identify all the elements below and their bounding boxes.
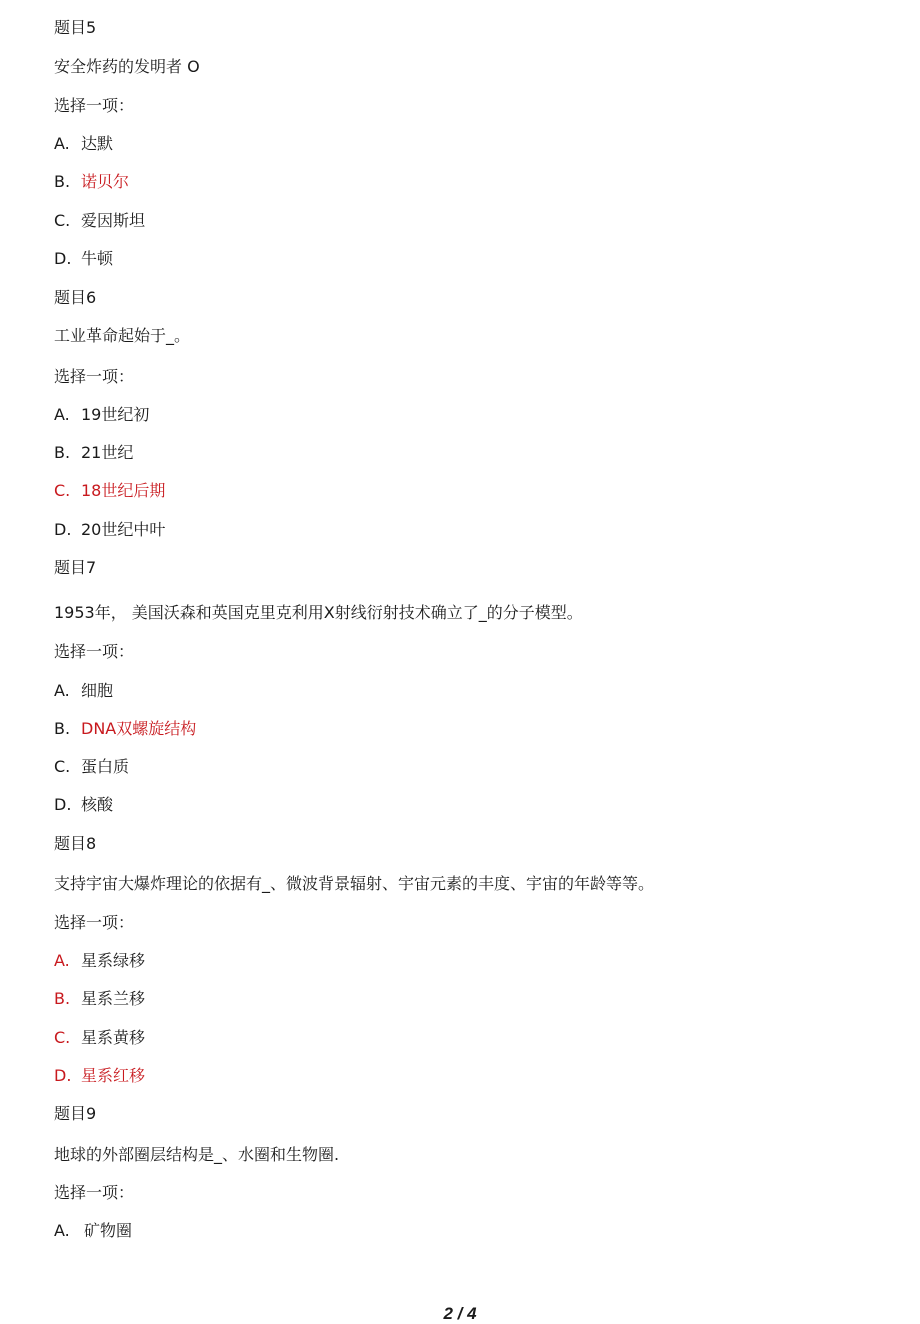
question-7-option-d[interactable] [54,795,113,815]
question-9-prompt: 选择一项： [54,1183,135,1202]
question-6-option-a[interactable] [54,405,149,425]
option-text: 达默 [81,134,114,153]
option-letter: D. [54,1066,72,1085]
option-text: 星系黄移 [81,1028,146,1047]
option-letter: D. [54,795,72,814]
question-6-option-c[interactable] [54,481,165,501]
option-text: 蛋白质 [81,757,130,776]
question-6-prompt: 选择一项： [54,367,135,386]
option-letter: B. [54,172,71,191]
option-letter: C. [54,211,71,230]
question-8-option-c[interactable] [54,1028,145,1048]
option-letter: D. [54,249,72,268]
option-text: 星系绿移 [81,951,146,970]
page-number: 2 / 4 [443,1304,477,1323]
question-8-option-d[interactable] [54,1066,145,1086]
option-text: DNA双螺旋结构 [81,719,197,738]
option-letter: D. [54,520,72,539]
question-5-text: 安全炸药的发明者 O [54,57,200,76]
question-7-text: 1953年， 美国沃森和英国克里克利用X射线衍射技术确立了_的分子模型。 [54,603,583,622]
option-text: 核酸 [81,795,114,814]
question-5-prompt: 选择一项： [54,96,135,115]
option-letter: B. [54,719,71,738]
question-6-option-d[interactable] [54,520,165,540]
question-8-option-b[interactable] [54,989,145,1009]
option-letter: A. [54,405,70,424]
question-7-option-a[interactable] [54,681,113,701]
option-text: 18世纪后期 [81,481,166,500]
option-text: 星系兰移 [81,989,146,1008]
question-9-heading: 题目9 [54,1104,97,1123]
question-8-option-a[interactable] [54,951,145,971]
option-text: 诺贝尔 [81,172,130,191]
question-8-text: 支持宇宙大爆炸理论的依据有_、微波背景辐射、宇宙元素的丰度、宇宙的年龄等等。 [54,874,655,893]
question-8-heading: 题目8 [54,834,97,853]
option-text: 爱因斯坦 [81,211,146,230]
question-6-option-b[interactable] [54,443,133,463]
question-7-option-c[interactable] [54,757,129,777]
option-text: 21世纪 [81,443,134,462]
option-letter: C. [54,481,71,500]
option-letter: A. [54,1221,70,1240]
option-text: 星系红移 [81,1066,146,1085]
option-letter: B. [54,443,71,462]
question-5-heading: 题目5 [54,18,97,37]
option-text: 20世纪中叶 [81,520,166,539]
option-letter: C. [54,1028,71,1047]
option-text: 19世纪初 [81,405,150,424]
option-letter: A. [54,681,70,700]
question-7-option-b[interactable] [54,719,196,739]
question-8-prompt: 选择一项： [54,913,135,932]
question-5-option-b[interactable] [54,172,129,192]
question-7-prompt: 选择一项： [54,642,135,661]
option-letter: B. [54,989,71,1008]
option-letter: A. [54,134,70,153]
question-6-heading: 题目6 [54,288,97,307]
question-6-text: 工业革命起始于_。 [54,326,191,345]
question-5-option-c[interactable] [54,211,145,231]
option-text: 细胞 [81,681,114,700]
question-7-heading: 题目7 [54,558,97,577]
option-text: 矿物圈 [84,1221,133,1240]
option-letter: A. [54,951,70,970]
question-5-option-d[interactable] [54,249,113,269]
question-9-option-a[interactable] [54,1221,132,1241]
option-letter: C. [54,757,71,776]
question-9-text: 地球的外部圈层结构是_、水圈和生物圈. [54,1145,340,1164]
option-text: 牛顿 [81,249,114,268]
question-5-option-a[interactable] [54,134,113,154]
